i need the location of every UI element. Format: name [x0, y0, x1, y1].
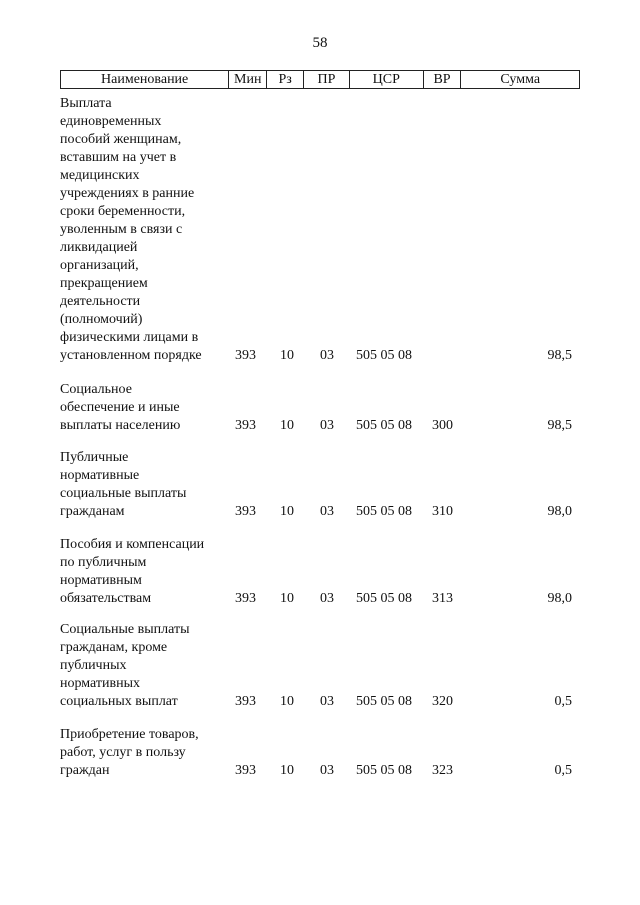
row-name: Пособия и компенсации по публичным нормативным обязательствам: [60, 537, 205, 606]
row-csr: 505 05 08: [356, 694, 412, 709]
row-csr: 505 05 08: [356, 348, 412, 363]
row-min: 393: [235, 504, 256, 519]
header-rz: Рз: [267, 71, 304, 88]
row-sum: 98,5: [547, 418, 572, 433]
row-pr: 03: [320, 591, 334, 606]
row-sum: 98,0: [547, 504, 572, 519]
row-vr: 300: [432, 418, 453, 433]
row-pr: 03: [320, 418, 334, 433]
row-pr: 03: [320, 694, 334, 709]
row-csr: 505 05 08: [356, 504, 412, 519]
row-min: 393: [235, 591, 256, 606]
row-vr: 323: [432, 763, 453, 778]
row-rz: 10: [280, 763, 294, 778]
header-sum: Сумма: [500, 72, 541, 87]
row-vr: 310: [432, 504, 453, 519]
row-min: 393: [235, 418, 256, 433]
row-name: Публичные нормативные социальные выплаты гражданам: [60, 450, 187, 519]
header-name: Наименование: [61, 71, 229, 88]
row-csr: 505 05 08: [356, 763, 412, 778]
row-min: 393: [235, 763, 256, 778]
row-sum: 98,0: [547, 591, 572, 606]
row-csr: 505 05 08: [356, 591, 412, 606]
row-rz: 10: [280, 418, 294, 433]
row-vr: 313: [432, 591, 453, 606]
row-rz: 10: [280, 591, 294, 606]
row-name: Приобретение товаров, работ, услуг в пользу граждан: [60, 727, 199, 778]
row-name: Социальные выплаты гражданам, кроме публичных нормативных социальных выплат: [60, 622, 190, 709]
row-min: 393: [235, 694, 256, 709]
row-sum: 0,5: [554, 763, 572, 778]
row-rz: 10: [280, 348, 294, 363]
header-csr: ЦСР: [350, 71, 424, 88]
header-pr: ПР: [304, 71, 350, 88]
header-vr: ВР: [424, 71, 462, 88]
row-name: Выплата единовременных пособий женщинам, вставшим на учет в медицинских учреждениях в ранние сроки беременности, уволенным в связи с ликвидацией организаций, прекращением деятельности (полномочий) физическими лицами в установленном порядке: [60, 96, 202, 363]
row-rz: 10: [280, 694, 294, 709]
row-pr: 03: [320, 348, 334, 363]
row-sum: 0,5: [554, 694, 572, 709]
row-min: 393: [235, 348, 256, 363]
page-number: 58: [312, 35, 328, 51]
row-csr: 505 05 08: [356, 418, 412, 433]
row-pr: 03: [320, 763, 334, 778]
header-min: Мин: [229, 71, 267, 88]
row-vr: 320: [432, 694, 453, 709]
row-rz: 10: [280, 504, 294, 519]
row-name: Социальное обеспечение и иные выплаты населению: [60, 382, 181, 433]
row-sum: 98,5: [547, 348, 572, 363]
row-pr: 03: [320, 504, 334, 519]
